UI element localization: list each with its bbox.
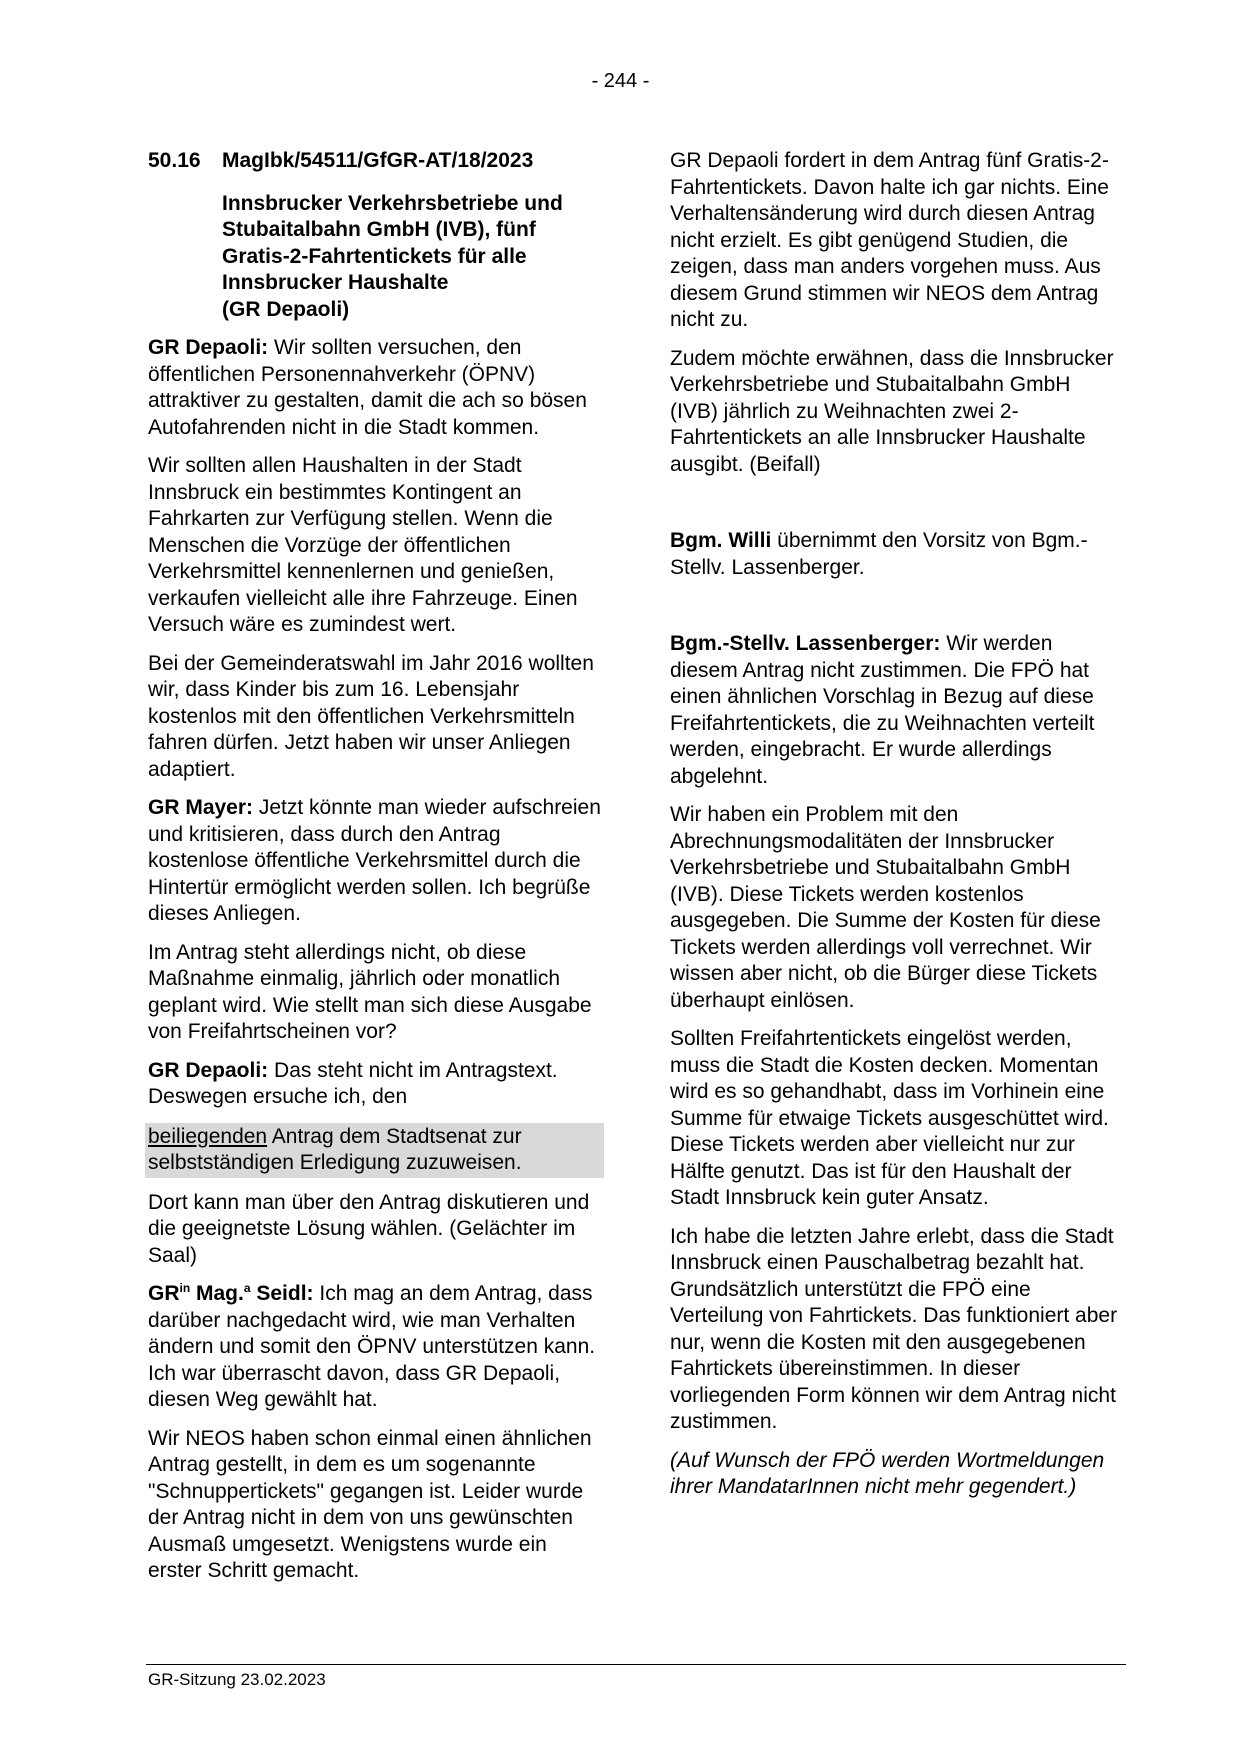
speaker-part: Seidl: [250,1282,314,1305]
paragraph: Ich habe die letzten Jahre erlebt, dass die Stadt Innsbruck einen Pauschalbetrag bezahlt hat. Grundsätzlich unterstützt die FPÖ eine Verteilung von Fahrtickets. Das funktioniert aber nur, wenn die Kosten mit den ausgegebenen Fahrtickets übereinstimmen. In dieser vorliegenden Form können wir dem Antrag nicht zustimmen. [670,1224,1118,1433]
paragraph [148,1281,604,1414]
speaker-name: GR Mayer: [148,796,254,819]
left-column [148,148,604,1597]
speaker-superscript: a [243,1281,251,1295]
agenda-title-line: Innsbrucker Verkehrsbetriebe und [222,191,563,215]
paragraph [670,631,1120,790]
paragraph-text: Wir werden diesem Antrag nicht zustimmen. Die FPÖ hat einen ähnlichen Vorschlag in Bezug auf diese Freifahrtentickets, die zu Weihnachten verteilt werden, eingebracht. Er wurde allerdings abgelehnt. [670,632,1095,788]
speaker-name: GR Depaoli: [148,336,269,359]
speaker-name: Bgm.-Stellv. Lassenberger: [670,632,941,655]
paragraph-text: Ich mag an dem Antrag, dass darüber nachgedacht wird, wie man Verhalten ändern und somit den ÖPNV unterstützen kann. Ich war überrascht davon, dass GR Depaoli, diesen Weg gewählt hat. [148,1282,596,1411]
editorial-note: (Auf Wunsch der FPÖ werden Wortmeldungen ihrer MandatarInnen nicht mehr gegendert.) [670,1448,1105,1498]
speaker-superscript: in [179,1281,191,1295]
agenda-title-line: Stubaitalbahn GmbH (IVB), fünf [222,218,536,241]
paragraph [148,335,604,441]
paragraph [670,528,1120,581]
paragraph: Im Antrag steht allerdings nicht, ob diese Maßnahme einmalig, jährlich oder monatlich geplant wird. Wie stellt man sich diese Ausgabe von Freifahrtscheinen vor? [148,940,592,1043]
speaker-part: GR [148,1282,180,1305]
speaker-name: Bgm. Willi [670,529,772,552]
paragraph-text: Das steht nicht im Antragstext. Deswegen ersuche ich, den [148,1058,558,1108]
page-number: - 244 - [591,70,650,92]
motion-highlight [145,1123,604,1178]
footer-session-date: GR-Sitzung 23.02.2023 [148,1670,326,1689]
agenda-heading [148,148,604,175]
paragraph: Wir NEOS haben schon einmal einen ähnlichen Antrag gestellt, in dem es um sogenannte "Schnuppertickets" gegangen ist. Leider wurde der Antrag nicht in dem von uns gewünschten Ausmaß umgesetzt. Wenigstens wurde ein erster Schritt gemacht. [148,1426,592,1582]
paragraph: Wir sollten allen Haushalten in der Stadt Innsbruck ein bestimmtes Kontingent an Fahrkarten zur Verfügung stellen. Wenn die Menschen die Vorzüge der öffentlichen Verkehrsmittel kennenlernen und genießen, verkaufen vielleicht alle ihre Fahrzeuge. Einen Versuch wäre es zumindest wert. [148,454,578,636]
agenda-number: 50.16 [148,149,201,172]
agenda-title-line: (GR Depaoli) [222,297,350,321]
paragraph: GR Depaoli fordert in dem Antrag fünf Gratis-2-Fahrtentickets. Davon halte ich gar nichts. Eine Verhaltensänderung wird durch diesen Antrag nicht erzielt. Es gibt genügend Studien, die zeigen, dass man anders vorgehen muss. Aus diesem Grund stimmen wir NEOS dem Antrag nicht zu. [670,149,1109,331]
underlined-word: beiliegenden [148,1124,268,1148]
speaker-name [148,1282,314,1305]
agenda-title [222,191,604,324]
speaker-name: GR Depaoli: [148,1058,269,1082]
agenda-id: MagIbk/54511/GfGR-AT/18/2023 [222,149,534,172]
paragraph: Wir haben ein Problem mit den Abrechnungsmodalitäten der Innsbrucker Verkehrsbetriebe und Stubaitalbahn GmbH (IVB). Diese Tickets werden kostenlos ausgegeben. Die Summe der Kosten für diese Tickets werden allerdings voll verrechnet. Wir wissen aber nicht, ob die Bürger diese Tickets überhaupt einlösen. [670,803,1101,1012]
paragraph [148,795,604,928]
paragraph-text: übernimmt den Vorsitz von Bgm.-Stellv. Lassenberger. [670,529,1088,579]
paragraph: Sollten Freifahrtentickets eingelöst werden, muss die Stadt die Kosten decken. Momentan wird es so gehandhabt, dass im Vorhinein eine Summe für etwaige Tickets ausgeschüttet wird. Diese Tickets werden aber vielleicht nur zur Hälfte genutzt. Das ist für den Haushalt der Stadt Innsbruck kein guter Ansatz. [670,1027,1109,1209]
paragraph-text: Wir sollten versuchen, den öffentlichen Personennahverkehr (ÖPNV) attraktiver zu gestalten, damit die ach so bösen Autofahrenden nicht in die Stadt kommen. [148,336,587,439]
paragraph [148,1058,604,1111]
speaker-part: Mag. [190,1282,244,1305]
footer-divider [146,1664,1126,1665]
paragraph-text: Antrag dem Stadtsenat zur selbstständigen Erledigung zuzuweisen. [148,1124,522,1174]
right-column [670,148,1120,1513]
paragraph-text: Jetzt könnte man wieder aufschreien und kritisieren, dass durch den Antrag kostenlose öffentliche Verkehrsmittel durch die Hintertür ermöglicht werden sollen. Ich begrüße dieses Anliegen. [148,796,601,925]
agenda-title-line: Innsbrucker Haushalte [222,271,449,294]
paragraph: Dort kann man über den Antrag diskutieren und die geeignetste Lösung wählen. (Gelächter im Saal) [148,1190,590,1267]
paragraph: Bei der Gemeinderatswahl im Jahr 2016 wollten wir, dass Kinder bis zum 16. Lebensjahr kostenlos mit den öffentlichen Verkehrsmitteln fahren dürfen. Jetzt haben wir unser Anliegen adaptiert. [148,651,594,781]
agenda-title-line: Gratis-2-Fahrtentickets für alle [222,244,527,268]
paragraph: Zudem möchte erwähnen, dass die Innsbrucker Verkehrsbetriebe und Stubaitalbahn GmbH (IVB) jährlich zu Weihnachten zwei 2-Fahrtentickets an alle Innsbrucker Haushalte ausgibt. (Beifall) [670,346,1114,476]
